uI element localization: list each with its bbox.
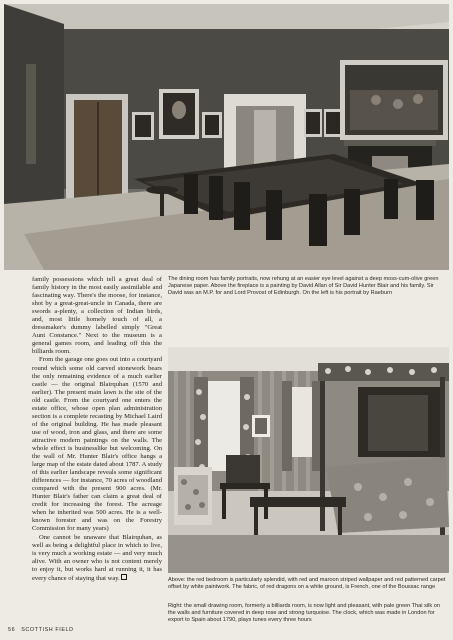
body-paragraph: From the garage one goes out into a courtyard round which some old carved stonework bears the only remaining evidence of a much earlier castle — the original Blairquhan (1570 and earlier). The present main lawn is the site of the old castle. From the courtyard one enters the estate office, whose open plan administration section is a complete recasting by Michael Laird of the original building. He has made pleasant use of wood, iron and glass, and there are some attractive modern paintings on the walls. The whole effect is businesslike but welcoming. On the wall of Mr. Hunter Blair's office hangs a large map of the estate dated about 1787. A study of this earlier landscape reveals some significant differences — for instance, 70 acres of woodland compared with the present 900 acres. (Mr. Hunter Blair's father can claim a great deal of credit for increasing the forest. The acreage when he inherited was 500 acres. He is a well-known forester and was on the Forestry Commission for many years) (32, 356, 162, 533)
page-number: 56 (8, 627, 16, 633)
bedroom-photo (168, 347, 449, 573)
body-paragraph: family possessions which tell a great deal of family history in the most easily assimilable and fascinating way. There's the moose, for instance, shot by a great-great-uncle in Canada, there are swords a-plenty, a collection of Indian birds, and, most little homely touch of all, a dressmaker's dummy labelled simply "Great Aunt Constance." Next to the museum is a general games room, and leading off this the billiards room. (32, 276, 162, 356)
page-folio (8, 627, 80, 633)
end-of-article-mark (121, 574, 127, 580)
dining-room-caption: The dining room has family portraits, now rehung at an easier eye level against a deep moss-cum-olive green Japanese paper. Above the fireplace is a painting by David Allan of Sir David Hunter Blair and his family. Sir David was an M.P. for and Lord Provost of Edinburgh. On the left is his portrait by Raeburn (168, 276, 439, 296)
bedroom-caption: Above: the red bedroom is particularly splendid, with red and maroon striped wallpaper and red patterned carpet offset by white paintwork. The fabric, of red dragons on a white ground, is French, one of the Boussac range (168, 577, 446, 590)
body-paragraph (32, 534, 162, 583)
dining-room-photo (4, 4, 449, 270)
drawing-room-caption: Right: the small drawing room, formerly a billiards room, is now light and pleasant, with pale green Thai silk on the walls and furniture covered in deep rose and strong turquoise. The clock, which was made in London for export to Spain about 1790, plays tunes every three hours (168, 603, 440, 623)
article-body (32, 276, 162, 583)
body-paragraph-text: One cannot be unaware that Blairquhan, as well as being a delightful place in which to live, is very much a working estate — and very much alive. With an owner who is not content merely to enjoy it, but works hard at running it, it has every chance of staying that way. (32, 533, 162, 582)
publication-name: SCOTTISH FIELD (21, 627, 74, 633)
